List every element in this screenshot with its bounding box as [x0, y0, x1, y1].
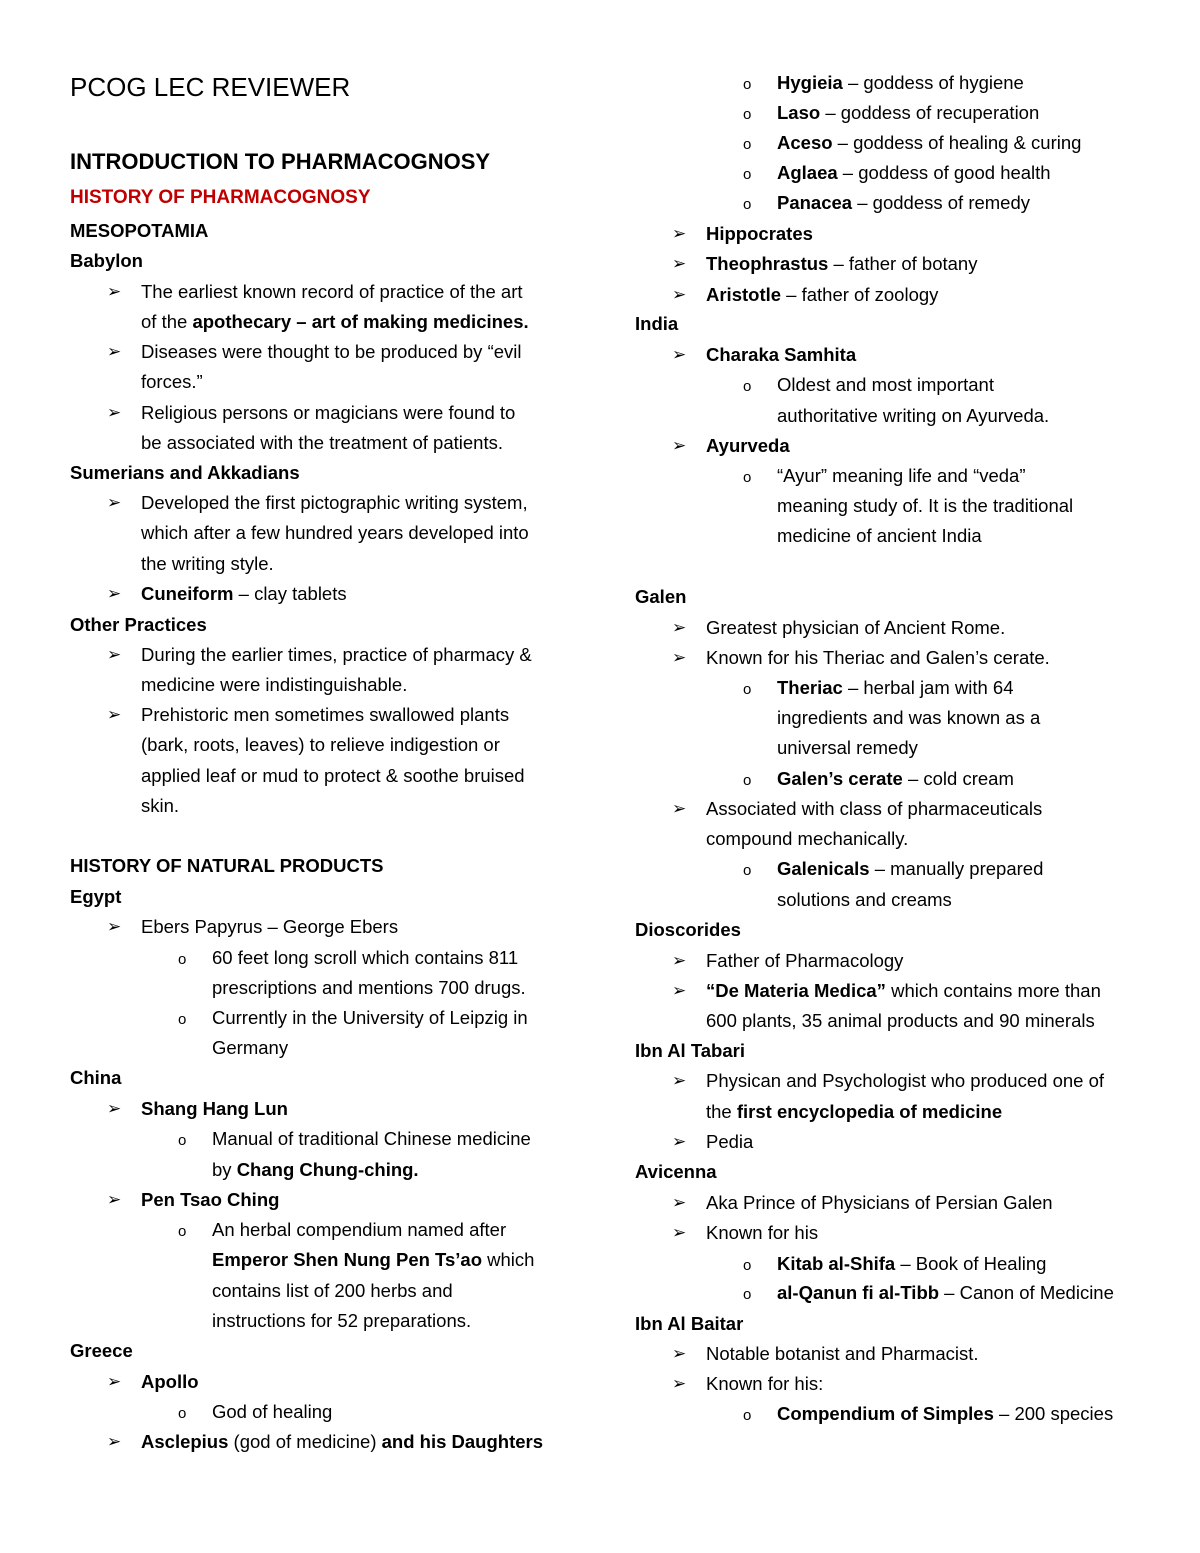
- arrow-bullet-icon: ➢: [672, 436, 687, 455]
- item-text: [706, 828, 908, 850]
- text-run: Currently in the University of Leipzig in: [212, 1007, 528, 1028]
- item-text: [706, 1101, 1002, 1123]
- text-run: Ebers Papyrus – George Ebers: [141, 916, 399, 937]
- text-run: be associated with the treatment of patients.: [141, 432, 503, 453]
- bold-text: and his Daughters: [381, 1431, 544, 1452]
- item-text: [706, 253, 977, 275]
- bold-text: Galenicals: [777, 858, 870, 879]
- item-text: [777, 192, 1030, 214]
- item-text: [706, 980, 1101, 1002]
- item-text: [777, 1282, 1114, 1304]
- item-text: [141, 644, 532, 666]
- circle-bullet-icon: o: [743, 772, 752, 789]
- text-run: – Book of Healing: [895, 1253, 1047, 1274]
- arrow-bullet-icon: ➢: [672, 345, 687, 364]
- circle-bullet-icon: o: [178, 951, 187, 968]
- item-text: [777, 132, 1081, 154]
- circle-bullet-icon: o: [178, 1405, 187, 1422]
- bold-text: Compendium of Simples: [777, 1403, 994, 1424]
- arrow-bullet-icon: ➢: [107, 705, 122, 724]
- arrow-bullet-icon: ➢: [672, 618, 687, 637]
- item-text: [777, 405, 1049, 427]
- item-text: [141, 674, 407, 696]
- item-text: [212, 947, 518, 969]
- item-text: [141, 1371, 199, 1393]
- text-run: which after a few hundred years developed into: [141, 522, 529, 543]
- item-text: [777, 737, 918, 759]
- text-run: – goddess of recuperation: [820, 102, 1040, 123]
- section-heading: Babylon: [70, 250, 143, 271]
- item-text: [706, 1343, 979, 1365]
- text-run: Known for his Theriac and Galen’s cerate.: [706, 647, 1050, 668]
- heading: HISTORY OF PHARMACOGNOSY: [70, 187, 371, 208]
- arrow-bullet-icon: ➢: [107, 917, 122, 936]
- text-run: Oldest and most important: [777, 374, 994, 395]
- arrow-bullet-icon: ➢: [107, 1432, 122, 1451]
- bold-text: Shang Hang Lun: [141, 1098, 288, 1119]
- text-run: ingredients and was known as a: [777, 707, 1041, 728]
- section-heading: Avicenna: [635, 1161, 717, 1182]
- bold-text: Panacea: [777, 192, 853, 213]
- heading: INTRODUCTION TO PHARMACOGNOSY: [70, 149, 491, 174]
- text-run: Physican and Psychologist who produced one of: [706, 1070, 1105, 1091]
- section-heading: Dioscorides: [635, 919, 741, 940]
- section-heading: Galen: [635, 586, 687, 607]
- text-run: authoritative writing on Ayurveda.: [777, 405, 1050, 426]
- item-text: [141, 553, 274, 575]
- item-text: [141, 1431, 543, 1453]
- text-run: “Ayur” meaning life and “veda”: [777, 465, 1026, 486]
- arrow-bullet-icon: ➢: [107, 645, 122, 664]
- text-run: skin.: [141, 795, 180, 816]
- item-text: [141, 341, 522, 363]
- arrow-bullet-icon: ➢: [672, 254, 687, 273]
- item-text: [777, 858, 1043, 880]
- bold-text: Aristotle: [706, 284, 782, 305]
- circle-bullet-icon: o: [743, 196, 752, 213]
- circle-bullet-icon: o: [743, 106, 752, 123]
- item-text: [212, 1128, 531, 1150]
- item-text: [706, 1373, 823, 1395]
- item-text: [706, 617, 1005, 639]
- circle-bullet-icon: o: [178, 1223, 187, 1240]
- item-text: [706, 1222, 818, 1244]
- circle-bullet-icon: o: [743, 166, 752, 183]
- text-run: medicine were indistinguishable.: [141, 674, 408, 695]
- item-text: [141, 734, 500, 756]
- arrow-bullet-icon: ➢: [672, 285, 687, 304]
- item-text: [212, 1280, 453, 1302]
- item-text: [141, 281, 523, 303]
- item-text: [141, 795, 179, 817]
- item-text: [706, 284, 938, 306]
- bold-text: Emperor Shen Nung Pen Ts’ao: [212, 1249, 483, 1270]
- text-run: The earliest known record of practice of the art: [141, 281, 523, 302]
- arrow-bullet-icon: ➢: [107, 403, 122, 422]
- circle-bullet-icon: o: [743, 1286, 752, 1303]
- item-text: [777, 525, 982, 547]
- text-run: contains list of 200 herbs and: [212, 1280, 453, 1301]
- arrow-bullet-icon: ➢: [107, 342, 122, 361]
- circle-bullet-icon: o: [743, 1407, 752, 1424]
- arrow-bullet-icon: ➢: [672, 1071, 687, 1090]
- circle-bullet-icon: o: [178, 1132, 187, 1149]
- bold-text: “De Materia Medica”: [706, 980, 886, 1001]
- bold-text: Charaka Samhita: [706, 344, 857, 365]
- item-text: [777, 1253, 1046, 1275]
- page-title: PCOG LEC REVIEWER: [70, 72, 351, 102]
- text-run: God of healing: [212, 1401, 333, 1422]
- item-text: [706, 647, 1050, 669]
- text-run: – goddess of hygiene: [842, 72, 1024, 93]
- bold-text: Pen Tsao Ching: [141, 1189, 280, 1210]
- item-text: [141, 1098, 288, 1120]
- text-run: Pedia: [706, 1131, 754, 1152]
- arrow-bullet-icon: ➢: [672, 224, 687, 243]
- text-run: – goddess of good health: [837, 162, 1051, 183]
- section-heading: Ibn Al Tabari: [635, 1040, 745, 1061]
- section-heading: MESOPOTAMIA: [70, 220, 209, 241]
- item-text: [777, 374, 994, 396]
- item-text: [141, 311, 529, 333]
- circle-bullet-icon: o: [743, 76, 752, 93]
- item-text: [212, 1037, 288, 1059]
- item-text: [706, 1192, 1053, 1214]
- text-run: An herbal compendium named after: [212, 1219, 507, 1240]
- text-run: Known for his:: [706, 1373, 824, 1394]
- item-text: [777, 495, 1073, 517]
- item-text: [777, 768, 1014, 790]
- section-heading: Other Practices: [70, 614, 207, 635]
- bold-text: Aglaea: [777, 162, 838, 183]
- bold-text: Galen’s cerate: [777, 768, 903, 789]
- circle-bullet-icon: o: [743, 681, 752, 698]
- circle-bullet-icon: o: [743, 862, 752, 879]
- item-text: [141, 492, 528, 514]
- circle-bullet-icon: o: [743, 469, 752, 486]
- item-text: [706, 950, 903, 972]
- text-run: universal remedy: [777, 737, 918, 758]
- text-run: forces.”: [141, 371, 203, 392]
- item-text: [777, 677, 1014, 699]
- arrow-bullet-icon: ➢: [672, 1223, 687, 1242]
- text-run: – herbal jam with 64: [842, 677, 1014, 698]
- text-run: (god of medicine): [228, 1431, 382, 1452]
- arrow-bullet-icon: ➢: [107, 493, 122, 512]
- text-run: solutions and creams: [777, 889, 952, 910]
- bold-text: Laso: [777, 102, 821, 123]
- arrow-bullet-icon: ➢: [107, 282, 122, 301]
- text-run: prescriptions and mentions 700 drugs.: [212, 977, 526, 998]
- arrow-bullet-icon: ➢: [672, 1132, 687, 1151]
- text-run: Notable botanist and Pharmacist.: [706, 1343, 979, 1364]
- text-run: Germany: [212, 1037, 289, 1058]
- section-heading: Ibn Al Baitar: [635, 1313, 744, 1334]
- item-text: [212, 1249, 534, 1271]
- text-run: Father of Pharmacology: [706, 950, 904, 971]
- item-text: [706, 1131, 753, 1153]
- item-text: [212, 1310, 471, 1332]
- text-run: – clay tablets: [233, 583, 347, 604]
- text-run: of the: [141, 311, 193, 332]
- arrow-bullet-icon: ➢: [107, 1372, 122, 1391]
- text-run: Greatest physician of Ancient Rome.: [706, 617, 1006, 638]
- item-text: [141, 765, 525, 787]
- item-text: [777, 707, 1040, 729]
- item-text: [777, 889, 952, 911]
- item-text: [141, 1189, 279, 1211]
- text-run: 600 plants, 35 animal products and 90 minerals: [706, 1010, 1095, 1031]
- text-run: Known for his: [706, 1222, 819, 1243]
- text-run: medicine of ancient India: [777, 525, 982, 546]
- item-text: [212, 1007, 528, 1029]
- bold-text: Hygieia: [777, 72, 843, 93]
- text-run: the writing style.: [141, 553, 274, 574]
- text-run: instructions for 52 preparations.: [212, 1310, 472, 1331]
- text-run: Prehistoric men sometimes swallowed plants: [141, 704, 510, 725]
- text-run: During the earlier times, practice of pharmacy &: [141, 644, 532, 665]
- text-run: – goddess of remedy: [852, 192, 1031, 213]
- text-run: which: [482, 1249, 535, 1270]
- text-run: Diseases were thought to be produced by “evil: [141, 341, 522, 362]
- text-run: by: [212, 1159, 237, 1180]
- item-text: [706, 1010, 1095, 1032]
- item-text: [706, 798, 1042, 820]
- text-run: – manually prepared: [869, 858, 1044, 879]
- item-text: [141, 583, 347, 605]
- arrow-bullet-icon: ➢: [672, 1193, 687, 1212]
- text-run: the: [706, 1101, 737, 1122]
- item-text: [141, 916, 398, 938]
- arrow-bullet-icon: ➢: [107, 584, 122, 603]
- bold-text: Theophrastus: [706, 253, 829, 274]
- item-text: [777, 1403, 1113, 1425]
- item-text: [706, 1070, 1104, 1092]
- bold-text: Cuneiform: [141, 583, 234, 604]
- text-run: Manual of traditional Chinese medicine: [212, 1128, 531, 1149]
- arrow-bullet-icon: ➢: [672, 799, 687, 818]
- text-run: Aka Prince of Physicians of Persian Galen: [706, 1192, 1053, 1213]
- item-text: [141, 371, 203, 393]
- item-text: [212, 1159, 419, 1181]
- section-heading: India: [635, 313, 679, 334]
- section-heading: Greece: [70, 1340, 133, 1361]
- bold-text: Chang Chung-ching.: [236, 1159, 419, 1180]
- text-run: – 200 species: [993, 1403, 1114, 1424]
- item-text: [777, 102, 1039, 124]
- item-text: [212, 1401, 332, 1423]
- circle-bullet-icon: o: [178, 1011, 187, 1028]
- bold-text: Ayurveda: [706, 435, 790, 456]
- item-text: [141, 704, 509, 726]
- text-run: – goddess of healing & curing: [832, 132, 1082, 153]
- circle-bullet-icon: o: [743, 378, 752, 395]
- item-text: [706, 344, 856, 366]
- section-heading: HISTORY OF NATURAL PRODUCTS: [70, 855, 384, 876]
- bold-text: Kitab al-Shifa: [777, 1253, 896, 1274]
- text-run: – father of zoology: [781, 284, 939, 305]
- text-run: applied leaf or mud to protect & soothe bruised: [141, 765, 525, 786]
- text-run: (bark, roots, leaves) to relieve indigestion or: [141, 734, 500, 755]
- bold-text: apothecary – art of making medicines.: [192, 311, 529, 332]
- arrow-bullet-icon: ➢: [107, 1099, 122, 1118]
- item-text: [777, 162, 1051, 184]
- bold-text: al-Qanun fi al-Tibb: [777, 1282, 940, 1303]
- arrow-bullet-icon: ➢: [672, 1344, 687, 1363]
- text-run: – Canon of Medicine: [939, 1282, 1114, 1303]
- arrow-bullet-icon: ➢: [672, 981, 687, 1000]
- text-run: – father of botany: [828, 253, 978, 274]
- arrow-bullet-icon: ➢: [107, 1190, 122, 1209]
- bold-text: first encyclopedia of medicine: [736, 1101, 1003, 1122]
- section-heading: China: [70, 1067, 122, 1088]
- item-text: [706, 223, 813, 245]
- text-run: Religious persons or magicians were found to: [141, 402, 516, 423]
- item-text: [212, 1219, 506, 1241]
- arrow-bullet-icon: ➢: [672, 1374, 687, 1393]
- arrow-bullet-icon: ➢: [672, 951, 687, 970]
- circle-bullet-icon: o: [743, 136, 752, 153]
- item-text: [777, 72, 1024, 94]
- text-run: Developed the first pictographic writing system,: [141, 492, 528, 513]
- text-run: 60 feet long scroll which contains 811: [212, 947, 519, 968]
- circle-bullet-icon: o: [743, 1257, 752, 1274]
- section-heading: Egypt: [70, 886, 122, 907]
- item-text: [141, 522, 529, 544]
- item-text: [212, 977, 526, 999]
- item-text: [141, 402, 515, 424]
- arrow-bullet-icon: ➢: [672, 648, 687, 667]
- text-run: compound mechanically.: [706, 828, 909, 849]
- bold-text: Apollo: [141, 1371, 199, 1392]
- text-run: meaning study of. It is the traditional: [777, 495, 1074, 516]
- item-text: [141, 432, 503, 454]
- text-run: Associated with class of pharmaceuticals: [706, 798, 1043, 819]
- text-run: which contains more than: [885, 980, 1101, 1001]
- bold-text: Aceso: [777, 132, 833, 153]
- bold-text: Theriac: [777, 677, 843, 698]
- bold-text: Hippocrates: [706, 223, 813, 244]
- item-text: [706, 435, 790, 457]
- section-heading: Sumerians and Akkadians: [70, 462, 300, 483]
- item-text: [777, 465, 1026, 487]
- bold-text: Asclepius: [141, 1431, 229, 1452]
- text-run: – cold cream: [902, 768, 1014, 789]
